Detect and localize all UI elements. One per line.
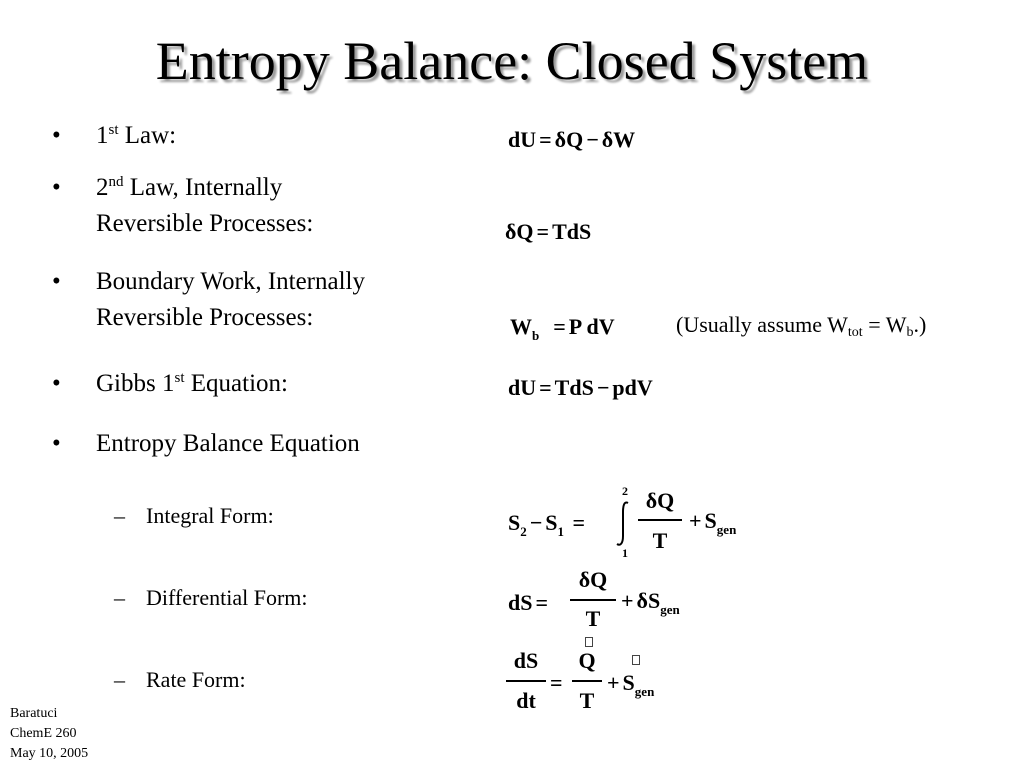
differential-lhs	[508, 588, 551, 618]
eq-term: δQ	[554, 127, 584, 152]
integral-denominator: T	[652, 528, 668, 553]
eq-term: TdS	[554, 375, 594, 400]
integral-sgen	[686, 506, 736, 539]
sub-bullet-dash: –	[114, 585, 125, 610]
rate-lhs-numerator: dS	[513, 648, 539, 673]
bullet-text: Equation:	[184, 370, 288, 397]
eq-term: δQ	[505, 219, 534, 244]
eq-term: δW	[601, 127, 636, 152]
eq-term: W	[510, 314, 532, 339]
eq-subscript: 2	[520, 524, 527, 539]
note-subscript: tot	[847, 325, 863, 340]
footer-date: May 10, 2005	[10, 746, 89, 761]
eq-operator: −	[529, 510, 543, 535]
superscript: st	[174, 370, 185, 386]
note-subscript: b	[906, 325, 914, 340]
bullet-marker: •	[52, 174, 61, 201]
eq-term: δ	[636, 588, 648, 613]
footer-course: ChemE 260	[10, 726, 77, 741]
superscript: st	[108, 122, 119, 138]
eq-term: S	[704, 508, 717, 533]
eq-term: S	[545, 510, 558, 535]
eq-term: dS	[508, 590, 533, 615]
bullet-text: 2	[96, 174, 109, 201]
sub-bullet-rate: Rate Form:	[146, 667, 246, 692]
sub-bullet-dash: –	[114, 503, 125, 528]
eq-subscript: gen	[660, 602, 680, 617]
bullet-second-law	[96, 170, 366, 242]
eq-term: dU	[508, 375, 537, 400]
bullet-text: 1	[96, 122, 109, 149]
eq-operator: +	[621, 588, 634, 613]
slide-title: Entropy Balance: Closed System	[155, 31, 869, 91]
footer	[10, 704, 88, 764]
bullet-gibbs	[96, 366, 456, 402]
bullet-marker: •	[52, 268, 61, 295]
note-text: = W	[862, 312, 907, 337]
footer-author: Baratuci	[10, 706, 58, 721]
equation-boundary-work	[510, 312, 615, 345]
rate-lhs-denominator: dt	[516, 688, 536, 713]
bullet-first-law	[96, 118, 456, 154]
bullet-marker: •	[52, 122, 61, 149]
rate-equals: =	[550, 670, 563, 695]
rate-sgen	[604, 668, 654, 701]
note-text: .)	[913, 312, 927, 337]
eq-operator: +	[689, 508, 702, 533]
bullet-text: Law, Internally Reversible Processes:	[96, 174, 314, 237]
fraction-bar	[572, 680, 602, 682]
eq-subscript: 1	[557, 524, 565, 539]
equation-gibbs	[508, 373, 653, 403]
eq-operator: =	[553, 314, 566, 339]
sub-bullet-differential: Differential Form:	[146, 585, 308, 610]
eq-subscript: gen	[634, 684, 655, 699]
sub-bullet-dash: –	[114, 667, 125, 692]
eq-term: S	[508, 510, 521, 535]
note-text: (Usually assume W	[676, 312, 848, 337]
integral-sign-icon	[614, 500, 634, 548]
eq-term: P dV	[568, 314, 615, 339]
eq-operator: =	[539, 375, 552, 400]
rate-denominator: T	[579, 688, 595, 713]
eq-operator: =	[536, 219, 550, 244]
eq-operator: =	[535, 590, 549, 615]
rate-numerator: Q	[578, 648, 596, 673]
equation-first-law	[508, 125, 635, 155]
eq-subscript: b	[532, 328, 540, 343]
missing-glyph-icon	[585, 637, 593, 647]
eq-term: pdV	[612, 375, 653, 400]
boundary-work-note	[676, 312, 926, 338]
fraction-bar	[506, 680, 546, 682]
sub-bullet-integral: Integral Form:	[146, 503, 274, 528]
bullet-text: Gibbs 1	[96, 370, 175, 397]
bullet-boundary-work: Boundary Work, Internally Reversible Processes:	[96, 268, 365, 331]
integral-numerator: δQ	[645, 488, 675, 513]
equation-second-law	[505, 217, 591, 247]
fraction-bar	[638, 519, 682, 521]
missing-glyph-icon	[632, 655, 640, 665]
eq-operator: −	[596, 375, 610, 400]
bullet-marker: •	[52, 430, 61, 457]
eq-term: S	[622, 670, 635, 695]
differential-numerator: δQ	[578, 567, 608, 592]
eq-operator: +	[607, 670, 620, 695]
bullet-text: Law:	[118, 122, 177, 149]
eq-operator: −	[586, 127, 599, 152]
bullet-marker: •	[52, 370, 61, 397]
integral-upper-limit: 2	[622, 484, 628, 498]
differential-denominator: T	[585, 606, 601, 631]
eq-operator: =	[572, 510, 586, 535]
integral-lhs	[508, 508, 588, 541]
differential-sgen	[618, 586, 680, 619]
eq-term: dU	[508, 127, 537, 152]
eq-operator: =	[539, 127, 552, 152]
eq-subscript: gen	[716, 522, 737, 537]
superscript: nd	[108, 174, 124, 190]
eq-term: TdS	[552, 219, 592, 244]
fraction-bar	[570, 599, 616, 601]
integral-lower-limit: 1	[622, 546, 628, 560]
eq-term: S	[647, 588, 661, 613]
bullet-entropy-balance: Entropy Balance Equation	[96, 430, 360, 457]
